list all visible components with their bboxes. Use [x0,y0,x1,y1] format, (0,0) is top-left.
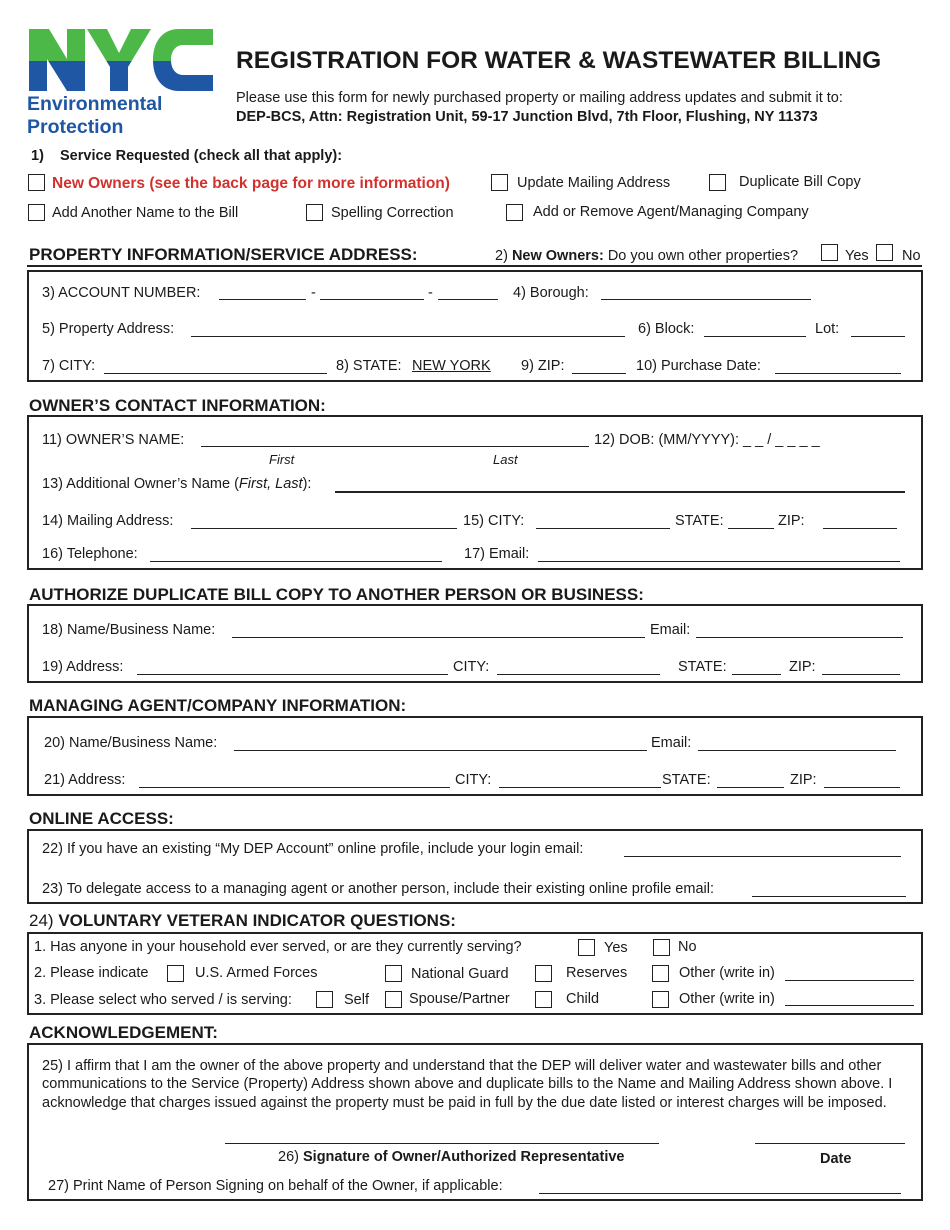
veteran-title: VOLUNTARY VETERAN INDICATOR QUESTIONS: [58,911,456,930]
add-name-checkbox[interactable] [28,204,45,221]
owner-email-field[interactable] [538,561,900,562]
owner-city-label: 15) CITY: [463,513,525,529]
veteran-q2-label: 2. Please indicate [34,965,149,981]
form-title: REGISTRATION FOR WATER & WASTEWATER BILLING [236,47,882,74]
agent-state-label: STATE: [662,772,711,788]
additional-owner-prefix: 13) Additional Owner’s Name ( [42,476,239,492]
dup-address-field[interactable] [137,674,448,675]
veteran-q3-label: 3. Please select who served / is serving: [34,992,292,1008]
update-mailing-checkbox[interactable] [491,174,508,191]
served-no-label: No [678,939,697,955]
reserves-checkbox[interactable] [535,965,552,982]
account-number-field-3[interactable] [438,299,498,300]
borough-field[interactable] [601,299,811,300]
agent-heading: MANAGING AGENT/COMPANY INFORMATION: [29,696,407,715]
date-field[interactable] [755,1143,905,1144]
dup-name-label: 18) Name/Business Name: [42,622,216,638]
served-yes-checkbox[interactable] [578,939,595,956]
account-dash-1: - [311,285,316,301]
additional-owner-hint: First, Last [238,476,303,492]
account-number-field-2[interactable] [320,299,424,300]
other-person-field[interactable] [785,1005,914,1006]
account-dash-2: - [428,285,433,301]
q2-number: 2) [495,248,508,264]
dup-city-label: CITY: [453,659,490,675]
first-hint: First [269,452,295,467]
spouse-checkbox[interactable] [385,991,402,1008]
city-label: 7) CITY: [42,358,96,374]
lot-label: Lot: [815,321,840,337]
account-number-field-1[interactable] [219,299,306,300]
new-owners-checkbox[interactable] [28,174,45,191]
owner-state-field[interactable] [728,528,774,529]
owner-email-label: 17) Email: [464,546,530,562]
veteran-number: 24) [29,911,54,930]
submit-address: DEP-BCS, Attn: Registration Unit, 59-17 Junction Blvd, 7th Floor, Flushing, NY 11373 [236,109,818,125]
signature-title: Signature of Owner/Authorized Representative [303,1149,625,1165]
add-name-label: Add Another Name to the Bill [52,205,239,221]
zip-label: 9) ZIP: [521,358,565,374]
purchase-date-field[interactable] [775,373,901,374]
other-branch-label: Other (write in) [679,965,775,981]
zip-field[interactable] [572,373,626,374]
agent-city-label: CITY: [455,772,492,788]
veteran-q1-label: 1. Has anyone in your household ever served, or are they currently serving? [34,939,522,955]
served-yes-label: Yes [604,940,628,956]
dup-zip-label: ZIP: [789,659,816,675]
telephone-field[interactable] [150,561,442,562]
nyc-dep-logo [27,27,217,137]
national-guard-checkbox[interactable] [385,965,402,982]
dup-zip-field[interactable] [822,674,900,675]
additional-owner-suffix: ): [302,476,312,492]
agent-label: Add or Remove Agent/Managing Company [533,204,809,220]
signature-field[interactable] [225,1143,659,1144]
print-name-field[interactable] [539,1193,901,1194]
duplicate-bill-checkbox[interactable] [709,174,726,191]
borough-label: 4) Borough: [513,285,589,301]
date-label: Date [820,1151,852,1167]
dup-name-field[interactable] [232,637,645,638]
other-person-checkbox[interactable] [652,991,669,1008]
national-guard-label: National Guard [411,966,509,982]
spelling-checkbox[interactable] [306,204,323,221]
state-value: NEW YORK [412,358,491,374]
dup-state-field[interactable] [732,674,781,675]
child-checkbox[interactable] [535,991,552,1008]
other-properties-yes-checkbox[interactable] [821,244,838,261]
update-mailing-label: Update Mailing Address [517,175,671,191]
self-label: Self [344,992,369,1008]
owner-city-field[interactable] [536,528,670,529]
additional-owner-field[interactable] [335,491,905,493]
child-label: Child [566,991,600,1007]
submit-instruction: Please use this form for newly purchased property or mailing address updates and submit it to: [236,90,843,106]
state-label: 8) STATE: [336,358,402,374]
dup-email-label: Email: [650,622,691,638]
additional-owner-label [42,476,311,492]
agent-address-field[interactable] [139,787,450,788]
other-properties-no-checkbox[interactable] [876,244,893,261]
agent-zip-label: ZIP: [790,772,817,788]
self-checkbox[interactable] [316,991,333,1008]
duplicate-heading: AUTHORIZE DUPLICATE BILL COPY TO ANOTHER PERSON OR BUSINESS: [29,585,644,604]
owner-zip-label: ZIP: [778,513,805,529]
reserves-label: Reserves [566,965,628,981]
block-label: 6) Block: [638,321,695,337]
owner-name-label: 11) OWNER’S NAME: [42,432,185,448]
agent-checkbox[interactable] [506,204,523,221]
spelling-label: Spelling Correction [331,205,454,221]
armed-forces-checkbox[interactable] [167,965,184,982]
telephone-label: 16) Telephone: [42,546,138,562]
armed-forces-label: U.S. Armed Forces [195,965,318,981]
new-owners-label: New Owners (see the back page for more information) [52,175,450,192]
owner-state-label: STATE: [675,513,724,529]
property-heading: PROPERTY INFORMATION/SERVICE ADDRESS: [29,245,418,264]
spouse-label: Spouse/Partner [409,991,510,1007]
q2-question: Do you own other properties? [607,248,799,264]
online-heading: ONLINE ACCESS: [29,809,174,828]
account-number-label: 3) ACCOUNT NUMBER: [42,285,201,301]
signature-number: 26) [278,1149,299,1165]
owner-heading: OWNER’S CONTACT INFORMATION: [29,396,326,415]
city-field[interactable] [104,373,327,374]
served-no-checkbox[interactable] [653,939,670,956]
veteran-heading [29,911,456,931]
block-field[interactable] [704,336,806,337]
ack-paragraph: 25) I affirm that I am the owner of the above property and understand that the DEP will deliver water and wastewater bills and other communications to the Service (Property) Address shown above and duplicate bills to the Name and Mailing Address shown above. I acknowledge that charges issued against the property must be paid in full by the due date listed or interest charges will be imposed. [42,1058,893,1111]
dup-email-field[interactable] [696,637,903,638]
agent-city-field[interactable] [499,787,661,788]
other-person-label: Other (write in) [679,991,775,1007]
duplicate-bill-label: Duplicate Bill Copy [739,174,861,190]
ack-heading: ACKNOWLEDGEMENT: [29,1023,218,1042]
property-address-label: 5) Property Address: [42,321,175,337]
logo-subtitle-1: Environmental [27,93,163,115]
owner-name-field[interactable] [201,446,589,447]
print-name-label: 27) Print Name of Person Signing on behalf of the Owner, if applicable: [48,1178,503,1194]
agent-name-field[interactable] [234,750,647,751]
agent-email-field[interactable] [698,750,896,751]
other-properties-yes-label: Yes [845,248,869,264]
other-properties-no-label: No [902,248,921,264]
mailing-address-field[interactable] [191,528,457,529]
q2-bold-label: New Owners: [511,248,604,264]
agent-zip-field[interactable] [824,787,900,788]
service-heading: 1) Service Requested (check all that apply): [31,148,343,164]
logo-subtitle-2: Protection [27,116,124,138]
property-address-field[interactable] [191,336,625,337]
other-branch-checkbox[interactable] [652,965,669,982]
agent-address-label: 21) Address: [44,772,126,788]
agent-email-label: Email: [651,735,692,751]
agent-name-label: 20) Name/Business Name: [44,735,218,751]
dup-state-label: STATE: [678,659,727,675]
dup-address-label: 19) Address: [42,659,124,675]
other-branch-field[interactable] [785,980,914,981]
agent-state-field[interactable] [717,787,784,788]
login-email-field[interactable] [624,856,901,857]
dup-city-field[interactable] [497,674,660,675]
q23-label: 23) To delegate access to a managing agent or another person, include their existing online profile email: [42,881,714,897]
lot-field[interactable] [851,336,905,337]
last-hint: Last [493,452,518,467]
purchase-date-label: 10) Purchase Date: [636,358,761,374]
delegate-email-field[interactable] [752,896,906,897]
property-heading-rule [27,265,922,267]
dob-label: 12) DOB: (MM/YYYY): _ _ / _ _ _ _ [594,432,820,448]
q22-label: 22) If you have an existing “My DEP Account” online profile, include your login email: [42,841,584,857]
owner-zip-field[interactable] [823,528,897,529]
mailing-address-label: 14) Mailing Address: [42,513,174,529]
signature-label [278,1149,624,1165]
q2-new-owners [495,248,798,264]
nyc-logo-icon [27,27,217,93]
